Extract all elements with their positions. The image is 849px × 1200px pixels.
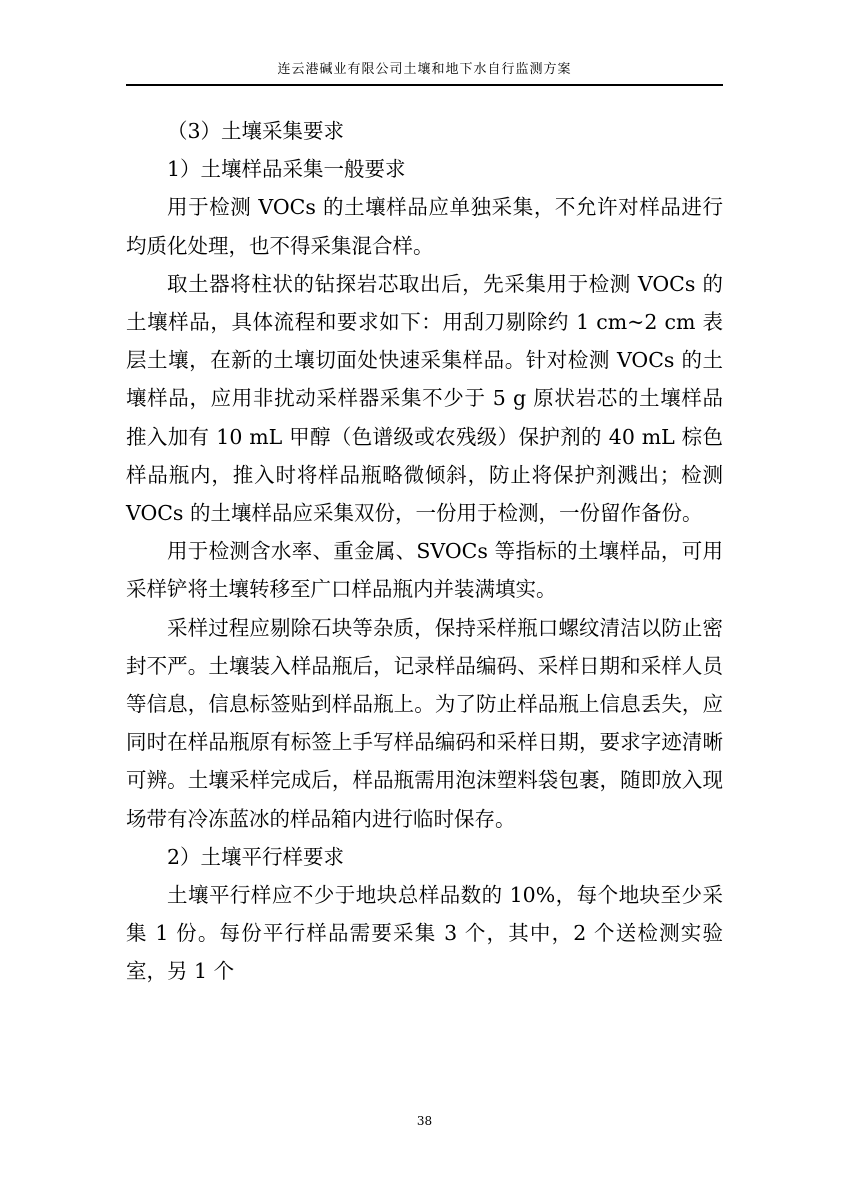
section-heading: （3）土壤采集要求 <box>167 119 345 143</box>
paragraph-other-indicators: 用于检测含水率、重金属、SVOCs 等指标的土壤样品，可用采样铲将土壤转移至广口样品瓶内并装满填实。 <box>126 539 723 602</box>
subsection-heading-parallel: 2）土壤平行样要求 <box>167 844 345 869</box>
paragraph-vocs-separate: 用于检测 VOCs 的土壤样品应单独采集，不允许对样品进行均质化处理，也不得采集混合样。 <box>126 195 723 258</box>
header-divider <box>126 84 723 86</box>
paragraph-vocs-procedure: 取土器将柱状的钻探岩芯取出后，先采集用于检测 VOCs 的土壤样品，具体流程和要求如下：用刮刀剔除约 1 cm~2 cm 表层土壤，在新的土壤切面处快速采集样品。针对检测 VOCs 的土壤样品，应用非扰动采样器采集不少于 5 g 原状岩芯的土壤样品推入加有 10 mL 甲醇（色谱级或农残级）保护剂的 40 mL 棕色样品瓶内，推入时将样品瓶略微倾斜，防止将保护剂溅出；检测 VOCs 的土壤样品应采集双份，一份用于检测，一份留作备份。 <box>126 271 723 526</box>
paragraph-labeling-storage: 采样过程应剔除石块等杂质，保持采样瓶口螺纹清洁以防止密封不严。土壤装入样品瓶后，记录样品编码、采样日期和采样人员等信息，信息标签贴到样品瓶上。为了防止样品瓶上信息丢失，应同时在样品瓶原有标签上手写样品编码和采样日期，要求字迹清晰可辨。土壤采样完成后，样品瓶需用泡沫塑料袋包裹，随即放入现场带有冷冻蓝冰的样品箱内进行临时保存。 <box>126 615 723 831</box>
subsection-heading-general: 1）土壤样品采集一般要求 <box>167 157 406 182</box>
document-body <box>126 112 723 991</box>
paragraph-parallel-samples: 土壤平行样应不少于地块总样品数的 10%，每个地块至少采集 1 份。每份平行样品需要采集 3 个，其中，2 个送检测实验室，另 1 个 <box>126 883 723 984</box>
page-number: 38 <box>416 1114 433 1128</box>
page-header: 连云港碱业有限公司土壤和地下水自行监测方案 <box>277 62 572 77</box>
